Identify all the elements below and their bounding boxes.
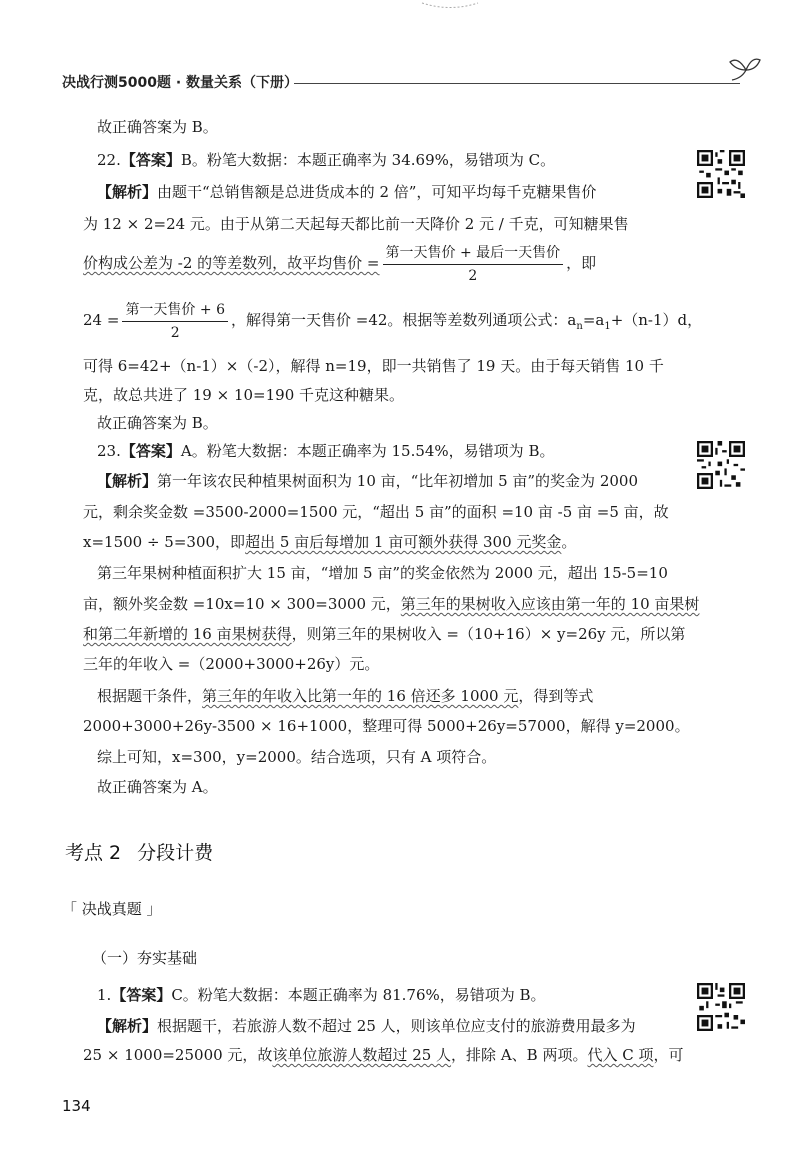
explanation-line: 和第二年新增的 16 亩果树获得，则第三年的果树收入 =（10+16）× y=26y 元，所以第 bbox=[83, 625, 686, 643]
book-title: 决战行测5000题 · 数量关系（下册） bbox=[62, 75, 299, 91]
page-number: 134 bbox=[62, 1097, 91, 1115]
explanation-line: 第三年果树种植面积扩大 15 亩，“增加 5 亩”的奖金依然为 2000 元，超出 15-5=10 bbox=[97, 564, 668, 582]
explanation-line: 根据题干条件，第三年的年收入比第一年的 16 倍还多 1000 元，得到等式 bbox=[97, 687, 594, 705]
real-exam-heading: 「 决战真题 」 bbox=[62, 900, 162, 918]
explanation-line: 【解析】由题干“总销售额是总进货成本的 2 倍”，可知平均每千克糖果售价 bbox=[97, 183, 597, 201]
explanation-line-fraction: 24 = $\frac{\text{第一天售价 + 6}}{2}$ ，解得第一天售价 =42。根据等差数列通项公式：$a_n=a_1+(n-1)d$， bbox=[83, 301, 703, 341]
section-title: 分段计费 bbox=[137, 842, 214, 864]
subsection-heading: （一）夯实基础 bbox=[92, 949, 198, 967]
explanation-line: 亩，额外奖金数 =10x=10 × 300=3000 元，第三年的果树收入应该由第一年的 10 亩果树 bbox=[83, 595, 700, 613]
answer-line-22: 22.【答案】B。粉笔大数据：本题正确率为 34.69%，易错项为 C。 bbox=[97, 151, 556, 169]
fraction: $\frac{\text{第一天售价 + 最后一天售价}}{2}$ bbox=[383, 244, 564, 285]
section-label: 考点 2 bbox=[65, 842, 122, 864]
explanation-line: x=1500 ÷ 5=300，即超出 5 亩后每增加 1 亩可额外获得 300 元奖金。 bbox=[83, 533, 577, 551]
explanation-line: 综上可知，x=300，y=2000。结合选项，只有 A 项符合。 bbox=[97, 748, 497, 766]
paragraph-line: 故正确答案为 B。 bbox=[97, 118, 218, 136]
answer-line-1: 1.【答案】C。粉笔大数据：本题正确率为 81.76%，易错项为 B。 bbox=[97, 986, 546, 1004]
explanation-line: 【解析】根据题干，若旅游人数不超过 25 人，则该单位应支付的旅游费用最多为 bbox=[97, 1017, 636, 1035]
explanation-line: 元，剩余奖金数 =3500-2000=1500 元，“超出 5 亩”的面积 =10 亩 -5 亩 =5 亩，故 bbox=[83, 503, 669, 521]
explanation-line: 【解析】第一年该农民种植果树面积为 10 亩，“比年初增加 5 亩”的奖金为 2000 bbox=[97, 472, 638, 490]
explanation-line: 三年的年收入 =（2000+3000+26y）元。 bbox=[83, 655, 380, 673]
explanation-line: 为 12 × 2=24 元。由于从第二天起每天都比前一天降价 2 元 / 千克，可知糖果售 bbox=[83, 215, 629, 233]
explanation-line: 可得 6=42+（n-1）×（-2），解得 n=19，即一共销售了 19 天。由于每天销售 10 千 bbox=[83, 357, 664, 375]
paragraph-line: 故正确答案为 A。 bbox=[97, 778, 218, 796]
explanation-line: 2000+3000+26y-3500 × 16+1000，整理可得 5000+26y=57000，解得 y=2000。 bbox=[83, 717, 690, 735]
explanation-line-fraction: 价构成公差为 -2 的等差数列，故平均售价 = $\frac{\text{第一天售价 + 最后一天售价}}{2}$ ，即 bbox=[83, 244, 597, 284]
paragraph-line: 故正确答案为 B。 bbox=[97, 414, 218, 432]
explanation-line: 25 × 1000=25000 元，故该单位旅游人数超过 25 人，排除 A、B 两项。代入 C 项，可 bbox=[83, 1046, 684, 1064]
fraction: $\frac{\text{第一天售价 + 6}}{2}$ bbox=[122, 301, 228, 342]
explanation-line: 克，故总共进了 19 × 10=190 千克这种糖果。 bbox=[83, 386, 405, 404]
answer-line-23: 23.【答案】A。粉笔大数据：本题正确率为 15.54%，易错项为 B。 bbox=[97, 442, 555, 460]
section-heading bbox=[65, 838, 229, 865]
